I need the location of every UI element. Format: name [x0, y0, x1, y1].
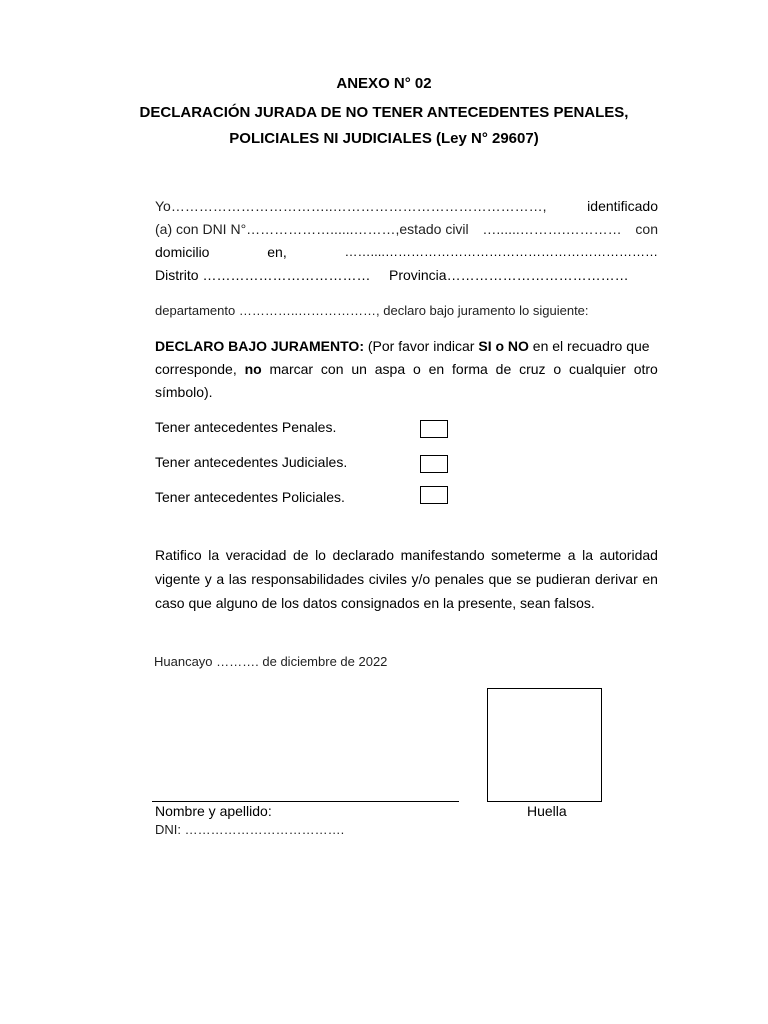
declaration-line-2	[155, 360, 658, 378]
word: cruz	[519, 361, 546, 377]
word: cualquier	[569, 361, 626, 377]
ratify-word: pudieran	[535, 571, 591, 587]
ratify-word: Ratifico	[155, 547, 202, 563]
word: con	[320, 361, 344, 377]
check-label-penales: Tener antecedentes Penales.	[155, 419, 337, 435]
ratify-word: en	[642, 571, 658, 587]
declaration-heading: DECLARO BAJO JURAMENTO:	[155, 338, 364, 354]
declaration-text-b: en el recuadro que	[528, 338, 650, 354]
checkbox-policiales[interactable]	[420, 486, 448, 504]
fingerprint-label: Huella	[527, 803, 567, 819]
ratify-word: veracidad	[225, 547, 287, 563]
ratify-word: civiles	[368, 571, 407, 587]
ratify-line-1	[155, 546, 658, 564]
word: o	[553, 361, 562, 377]
ratify-word: vigente	[155, 571, 201, 587]
civil-status-dots: …......……….…………	[482, 221, 622, 237]
ratify-word: responsabilidades	[251, 571, 365, 587]
ratify-word: las	[228, 571, 247, 587]
ratify-word: se	[516, 571, 532, 587]
address-label: domicilio	[155, 244, 210, 260]
ratify-word: autoridad	[599, 547, 658, 563]
name-field-label: Yo……………………………..………………………………………,	[155, 198, 547, 214]
ratify-word: declarado	[332, 547, 395, 563]
district-field: Distrito ………………………………	[155, 267, 371, 283]
address-dots: ……....………………………………………………………	[344, 244, 658, 259]
annex-number: ANEXO N° 02	[336, 75, 432, 92]
place-date-line: Huancayo ………. de diciembre de 2022	[154, 654, 388, 669]
ratify-word: manifestando	[400, 547, 485, 563]
word: un	[351, 361, 367, 377]
ratify-line-2	[155, 570, 658, 588]
document-title-line-1: DECLARACIÓN JURADA DE NO TENER ANTECEDENTES PENALES,	[139, 104, 629, 121]
si-no-emphasis: SI o NO	[478, 338, 529, 354]
check-label-judiciales: Tener antecedentes Judiciales.	[155, 454, 348, 470]
check-label-policiales: Tener antecedentes Policiales.	[155, 489, 345, 505]
declaration-line-3: símbolo).	[155, 384, 213, 400]
ratify-word: y/o	[411, 571, 431, 587]
ratify-word: la	[582, 547, 593, 563]
ratify-word: someterme	[491, 547, 562, 563]
declaration-text-a: (Por favor indicar	[363, 338, 479, 354]
fingerprint-box	[487, 688, 602, 802]
form-line-dni	[155, 220, 658, 238]
ratify-word: de	[292, 547, 309, 563]
word: marcar	[269, 361, 314, 377]
name-label: Nombre y apellido:	[155, 803, 272, 819]
word: o	[412, 361, 421, 377]
word: otro	[633, 361, 658, 377]
ratify-word: a	[567, 547, 576, 563]
document-title-line-2: POLICIALES NI JUDICIALES (Ley N° 29607)	[229, 130, 539, 147]
checkbox-penales[interactable]	[420, 420, 448, 438]
with-label: con	[635, 221, 658, 237]
ratify-line-3: caso que alguno de los datos consignados en la presente, sean falsos.	[155, 595, 595, 611]
ratify-word: que	[488, 571, 512, 587]
word: en	[428, 361, 445, 377]
address-in-label: en,	[267, 244, 287, 260]
form-line-name	[155, 197, 658, 215]
ratify-word: y	[204, 571, 212, 587]
word: de	[495, 361, 512, 377]
ratify-word: la	[208, 547, 220, 563]
word: corresponde,	[155, 361, 237, 377]
ratify-word: a	[216, 571, 225, 587]
declaration-line-1	[155, 337, 650, 355]
ratify-word: derivar	[594, 571, 638, 587]
province-field: Provincia…………………………………	[389, 267, 629, 283]
dni-civil-status-label: (a) con DNI N°………………......………,estado civil	[155, 221, 469, 237]
ratify-word: penales	[434, 571, 484, 587]
no-emphasis: no	[244, 361, 262, 377]
checkbox-judiciales[interactable]	[420, 455, 448, 473]
dni-signature-label: DNI: ……………………………….	[155, 822, 345, 837]
word: aspa	[374, 361, 406, 377]
form-line-address	[155, 243, 658, 261]
word: forma	[452, 361, 488, 377]
identified-label: identificado	[587, 198, 658, 214]
ratify-word: lo	[315, 547, 326, 563]
department-field: departamento …………..………………, declaro bajo juramento lo siguiente:	[155, 303, 589, 318]
